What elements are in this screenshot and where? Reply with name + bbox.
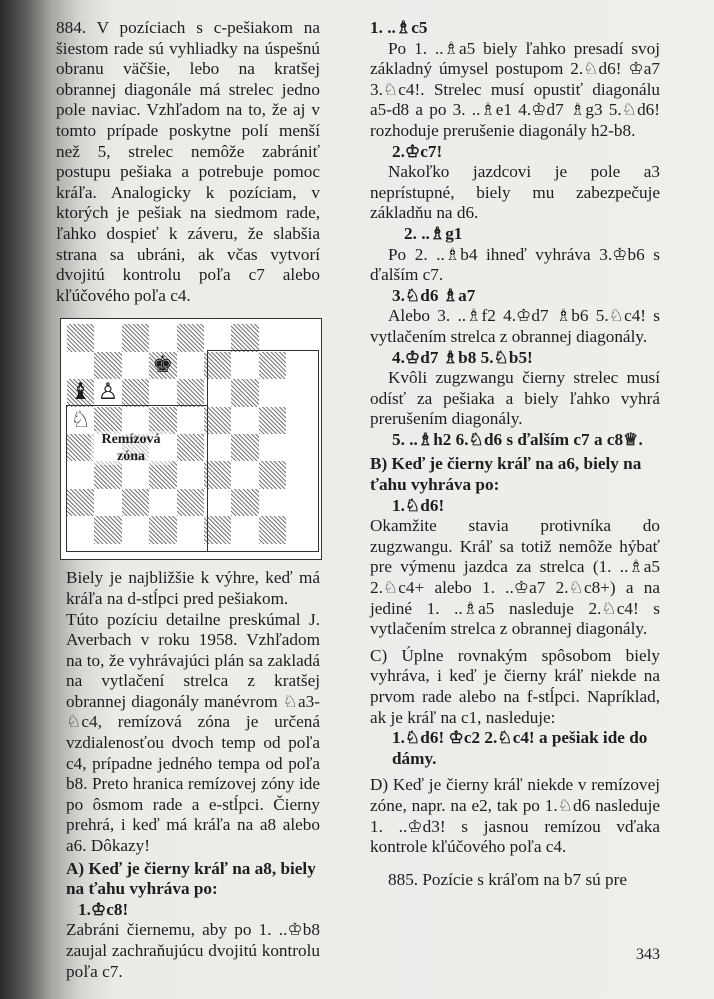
section-a-heading: A) Keď je čierny kráľ na a8, biely na ťahu vyhráva po: [66,858,316,899]
square-d8 [149,324,176,351]
white-knight-icon: ♘ [70,406,91,433]
text-5: Kvôli zugzwangu čierny strelec musí odísť za pešiaka a biely ľahko vyhrá prerušením diagonály. [370,368,660,429]
square-d6 [149,379,176,406]
square-e8 [177,324,204,351]
draw-zone-border [207,350,319,552]
paragraph-biely: Biely je najbližšie k výhre, keď má kráľa na d-stĺpci pred pešiakom. [66,568,320,608]
paragraph-884: 884. V pozíciach s c-pešiakom na šiestom rade sú vyhliadky na úspešnú obranu väčšie, lebo na kratšej obrannej diagonále má strelec jedno pole naviac. Vzhľadom na to, že aj v tomto prípade poskytne polí menší než 5, strelec nemôže zabrániť postupu pešiaka a potrebuje pomoc kráľa. Analogicky k pozíciam, v ktorých je pešiak na siedmom rade, ľahko dospieť k záveru, že slabšia strana sa ubráni, ak včas vytvorí dvojitú kontrolu poľa c7 alebo kľúčového poľa c4. [56,18,320,305]
square-g8 [231,324,258,351]
square-c7 [122,352,149,379]
square-f8 [204,324,231,351]
chess-diagram [60,318,322,560]
draw-zone-label: Remízová zóna [91,431,171,465]
square-b7 [94,352,121,379]
move-line-3: 2. ..♗g1 [404,223,463,243]
text-2: Nakoľko jazdcovi je pole a3 neprístupné, biely mu zabezpečuje základňu na d6. [370,162,660,223]
black-king-icon: ♚ [152,351,173,378]
square-c8 [122,324,149,351]
move-line-6: 5. ..♗h2 6.♘d6 s ďalším c7 a c8♕. [392,429,643,449]
square-e7 [177,352,204,379]
black-bishop-icon: ♝ [70,379,91,406]
square-c6 [122,379,149,406]
paragraph-885: 885. Pozície s kráľom na b7 sú pre [388,869,627,889]
draw-zone-border-left [66,405,208,552]
right-column [370,18,660,890]
square-e6 [177,379,204,406]
section-d: D) Keď je čierny kráľ niekde v remízovej zóne, napr. na e2, tak po 1.♘d6 nasleduje 1. ..♔d3! s jasnou remízou vďaka kontrole kľúčového poľa c4. [370,775,660,857]
move-c1: 1.♘d6! ♔c2 2.♘c4! a pešiak ide do dámy. [392,728,648,768]
move-a1: 1.♔c8! [78,899,129,919]
move-line-1: 1. ..♗c5 [370,18,428,37]
text-4: Alebo 3. ..♗f2 4.♔d7 ♗b6 5.♘c4! s vytlačením strelca z obrannej diagonály. [370,306,660,346]
section-b-heading: B) Keď je čierny kráľ na a6, biely na ťahu vyhráva po: [370,454,642,495]
section-c: C) Úplne rovnakým spôsobom biely vyhráva, i keď je čierny kráľ niekde na prvom rade alebo na f-stĺpci. Napríklad, ak je kráľ na c1, nasleduje: [370,645,660,727]
move-line-4: 3.♘d6 ♗a7 [392,285,476,305]
move-b1: 1.♘d6! [392,495,445,515]
text-b: Okamžite stavia protivníka do zugzwangu. Kráľ sa totiž nemôže hýbať pre výmenu jazdca za strelca (1. ..♗a5 2.♘c4+ alebo 1. ..♔a7 2.♘c8+) a na jediné 1. ..♗a5 nasleduje 2.♘c4! s vytlačením strelca z obrannej diagonály. [370,516,660,639]
white-pawn-icon: ♙ [97,379,119,406]
text-1: Po 1. ..♗a5 biely ľahko presadí svoj základný úmysel postupom 2.♘d6! ♔a7 3.♘c4!. Strelec musí opustiť diagonálu a5-d8 a po 3. ..♗e1 4.♔d7 ♗g3 5.♘d6! rozhoduje prerušenie diagonály h2-b8. [370,38,660,140]
square-h8 [259,324,286,351]
paragraph-zabrani: Zabráni čiernemu, aby po 1. ..♔b8 zaujal zachraňujúcu dvojitú kontrolu poľa c7. [66,920,320,981]
text-3: Po 2. ..♗b4 ihneď vyhráva 3.♔b6 s ďalším c7. [370,244,660,285]
page-number: 343 [636,946,660,963]
paragraph-averbach: Túto pozíciu detailne preskúmal J. Averbach v roku 1958. Vzhľadom na to, že vyhrávajúci plán sa zakladá na vytlačení strelca z kratšej obrannej diagonály manévrom ♘a3-♘c4, remízová zóna je určená vzdialenosťou dvoch temp od poľa c4, prípadne jedného tempa od poľa b8. Preto hranica remízovej zóny ide po ôsmom rade a e-stĺpci. Čierny prehrá, i keď má kráľa na a8 alebo a6. Dôkazy! [66,609,320,856]
square-a8 [67,324,94,351]
left-column [56,18,320,982]
move-line-5: 4.♔d7 ♗b8 5.♘b5! [392,347,533,367]
move-line-2: 2.♔c7! [392,141,443,161]
square-a7 [67,352,94,379]
square-b8 [94,324,121,351]
